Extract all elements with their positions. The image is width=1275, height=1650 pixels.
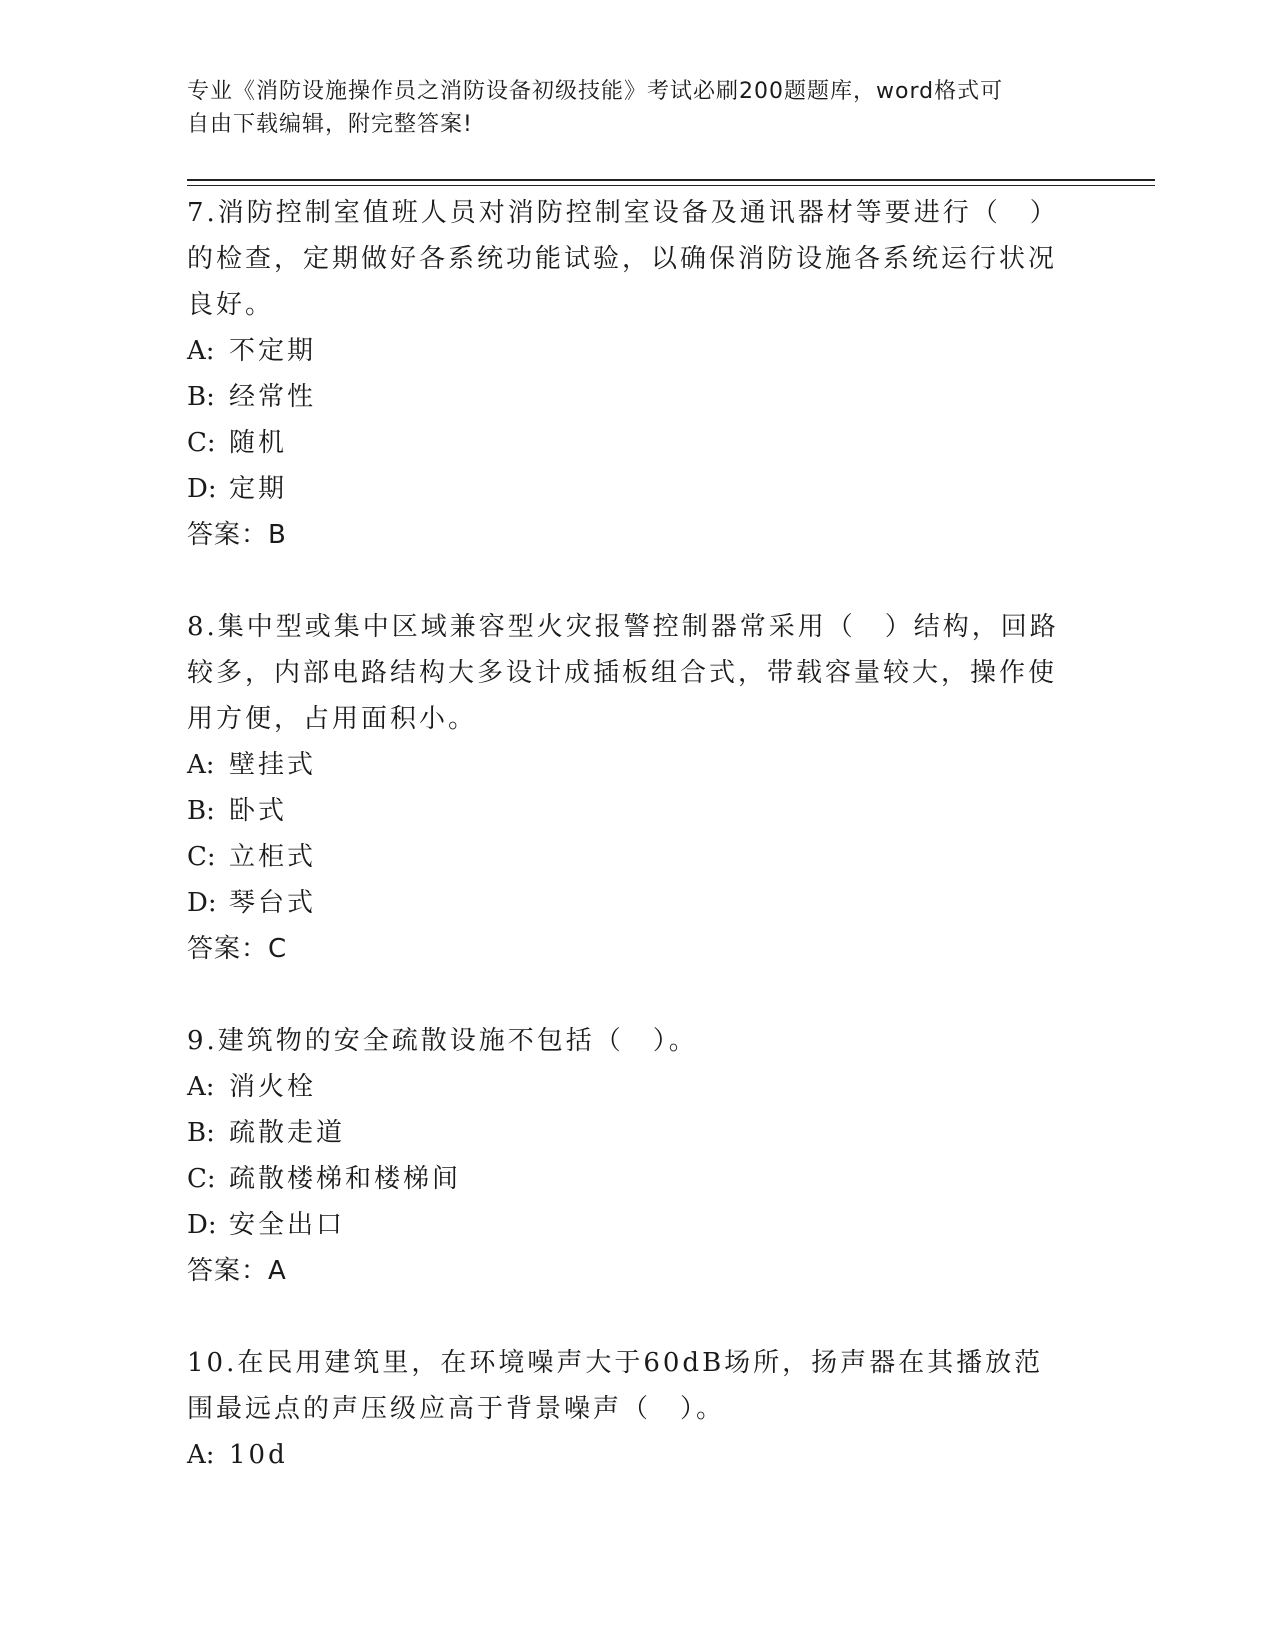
question-8 [187, 604, 1067, 972]
option-d [187, 1202, 1067, 1248]
option-d [187, 880, 1067, 926]
option-c [187, 834, 1067, 880]
answer-line: 答案：B [187, 520, 287, 550]
question-10 [187, 1340, 1067, 1478]
question-list [187, 190, 1067, 1478]
option-text: 卧式 [229, 796, 288, 826]
spacer [187, 1294, 1067, 1340]
option-text: 消火栓 [229, 1072, 317, 1102]
header-line-1: 专业《消防设施操作员之消防设备初级技能》考试必刷200题题库，word格式可 [187, 79, 1004, 104]
option-text: 随机 [229, 428, 288, 458]
option-text: 不定期 [229, 336, 317, 366]
header-divider-thin [187, 185, 1155, 186]
question-stem: 7.消防控制室值班人员对消防控制室设备及通讯器材等要进行（ ）的检查，定期做好各系统功能试验，以确保消防设施各系统运行状况良好。 [187, 198, 1059, 320]
option-letter: C: [187, 428, 216, 458]
option-letter: C: [187, 1164, 216, 1194]
option-letter: A: [187, 1440, 215, 1470]
option-letter: A: [187, 336, 215, 366]
answer-line: 答案：A [187, 1256, 287, 1286]
option-b [187, 1110, 1067, 1156]
option-text: 经常性 [229, 382, 317, 412]
header-line-2: 自由下载编辑，附完整答案! [187, 112, 473, 137]
question-stem: 8.集中型或集中区域兼容型火灾报警控制器常采用（ ）结构，回路较多，内部电路结构大多设计成插板组合式，带载容量较大，操作使用方便，占用面积小。 [187, 612, 1059, 734]
option-text: 疏散走道 [229, 1118, 346, 1148]
question-stem: 10.在民用建筑里，在环境噪声大于60dB场所，扬声器在其播放范围最远点的声压级应高于背景噪声（ ）。 [187, 1348, 1044, 1424]
option-letter: B: [187, 796, 215, 826]
option-letter: D: [187, 1210, 217, 1240]
option-a [187, 742, 1067, 788]
option-text: 琴台式 [229, 888, 317, 918]
option-letter: C: [187, 842, 216, 872]
option-a [187, 1432, 1067, 1478]
question-stem: 9.建筑物的安全疏散设施不包括（ ）。 [187, 1026, 698, 1056]
document-header [187, 75, 1067, 141]
option-letter: B: [187, 382, 215, 412]
option-text: 壁挂式 [229, 750, 317, 780]
header-divider-thick [187, 179, 1155, 181]
option-b [187, 788, 1067, 834]
option-text: 立柜式 [229, 842, 317, 872]
option-a [187, 328, 1067, 374]
option-text: 10d [229, 1440, 288, 1470]
option-d [187, 466, 1067, 512]
option-letter: D: [187, 474, 217, 504]
option-b [187, 374, 1067, 420]
spacer [187, 972, 1067, 1018]
option-letter: D: [187, 888, 217, 918]
option-text: 疏散楼梯和楼梯间 [229, 1164, 462, 1194]
answer-line: 答案：C [187, 934, 288, 964]
option-letter: A: [187, 750, 215, 780]
question-7 [187, 190, 1067, 558]
option-text: 定期 [229, 474, 288, 504]
option-letter: A: [187, 1072, 215, 1102]
spacer [187, 558, 1067, 604]
question-9 [187, 1018, 1067, 1294]
option-c [187, 1156, 1067, 1202]
option-text: 安全出口 [229, 1210, 346, 1240]
option-c [187, 420, 1067, 466]
option-letter: B: [187, 1118, 215, 1148]
option-a [187, 1064, 1067, 1110]
